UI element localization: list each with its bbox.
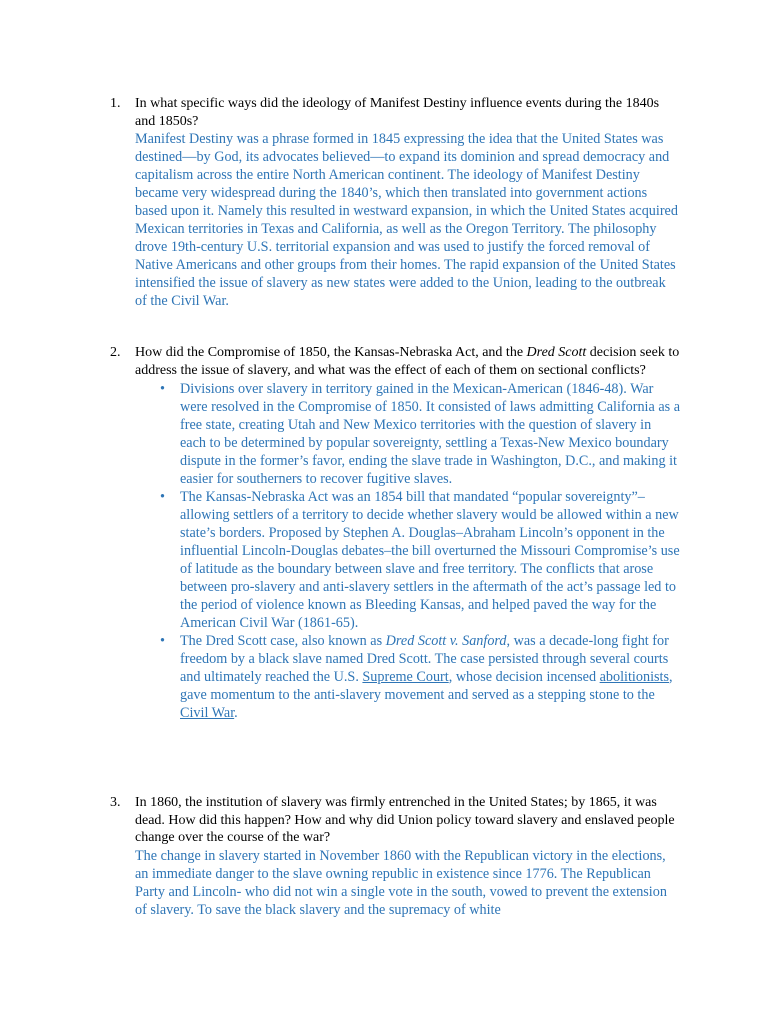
bullet-item xyxy=(110,632,680,722)
prompt-italic-text: Dred Scott xyxy=(526,345,587,360)
bullet-item xyxy=(110,488,680,632)
prompt-text: decision seek to address the issue of slavery, and what was the effect of each of them on sectional conflicts? xyxy=(135,345,680,378)
bullet-item xyxy=(110,380,680,488)
answer-text: Manifest Destiny was a phrase formed in 1845 expressing the idea that the United States was destined—by God, its advocates believed—to expand its dominion and spread democracy and capitalism across the entire North American continent. The ideology of Manifest Destiny became very widespread during the 1840’s, which then translated into government actions based upon it. Namely this resulted in westward expansion, in which the United States acquired Mexican territories in Texas and California, as well as the Oregon Territory. The philosophy drove 19th-century U.S. territorial expansion and was used to justify the forced removal of Native Americans and other groups from their homes. The rapid expansion of the United States intensified the issue of slavery as new states were added to the Union, leading to the outbreak of the Civil War. xyxy=(135,131,678,309)
question-prompt: In 1860, the institution of slavery was firmly entrenched in the United States; by 1865, it was dead. How did this happen? How and why did Union policy toward slavery and enslaved people change over the course of the war? xyxy=(135,795,675,845)
question-3 xyxy=(110,794,680,919)
abolitionists-link[interactable]: abolitionists xyxy=(599,669,669,685)
question-number: 2. xyxy=(110,345,121,360)
bullet-text: , gave momentum to the anti-slavery movement and served as a stepping stone to the xyxy=(180,669,673,703)
question-prompt xyxy=(135,344,680,379)
bullet-text: . xyxy=(234,705,238,721)
question-2 xyxy=(110,344,680,722)
question-number: 3. xyxy=(110,795,121,810)
civil-war-link[interactable]: Civil War xyxy=(180,705,235,721)
question-number: 1. xyxy=(110,96,121,111)
question-prompt: In what specific ways did the ideology of Manifest Destiny influence events during the 1840s and 1850s? xyxy=(135,96,660,129)
bullet-text: The Dred Scott case, also known as xyxy=(180,633,386,649)
supreme-court-link[interactable]: Supreme Court xyxy=(362,669,449,685)
bullet-icon: • xyxy=(160,489,165,505)
bullet-icon: • xyxy=(160,381,165,397)
bullet-text: , was a decade-long fight for freedom by a black slave named Dred Scott. The case persisted through several courts and ultimately reached the U.S. xyxy=(180,633,669,685)
bullet-text: The Kansas-Nebraska Act was an 1854 bill that mandated “popular sovereignty”–allowing settlers of a territory to decide whether slavery would be allowed within a new state’s borders. Proposed by Stephen A. Douglas–Abraham Lincoln’s opponent in the influential Lincoln-Douglas debates–the bill overturned the Missouri Compromise’s use of latitude as the boundary between slave and free territory. The conflicts that arose between pro-slavery and anti-slavery settlers in the aftermath of the act’s passage led to the period of violence known as Bleeding Kansas, and helped paved the way for the American Civil War (1861-65). xyxy=(180,489,680,631)
bullet-text: Divisions over slavery in territory gained in the Mexican-American (1846-48). War were resolved in the Compromise of 1850. It consisted of laws admitting California as a free state, creating Utah and New Mexico territories with the question of slavery in each to be determined by popular sovereignty, settling a Texas-New Mexico boundary dispute in the former’s favor, ending the slave trade in Washington, D.C., and making it easier for southerners to recover fugitive slaves. xyxy=(180,381,680,487)
bullet-icon: • xyxy=(160,633,165,649)
question-1 xyxy=(110,95,680,310)
prompt-text: How did the Compromise of 1850, the Kansas-Nebraska Act, and the xyxy=(135,345,527,360)
bullet-text: , whose decision incensed xyxy=(448,669,600,685)
bullet-list xyxy=(110,380,680,722)
answer-text: The change in slavery started in November 1860 with the Republican victory in the elections, an immediate danger to the slave owning republic in existence since 1776. The Republican Party and Lincoln- who did not win a single vote in the south, vowed to prevent the extension of slavery. To save the black slavery and the supremacy of white xyxy=(135,847,667,918)
case-name: Dred Scott v. Sanford xyxy=(385,633,507,649)
